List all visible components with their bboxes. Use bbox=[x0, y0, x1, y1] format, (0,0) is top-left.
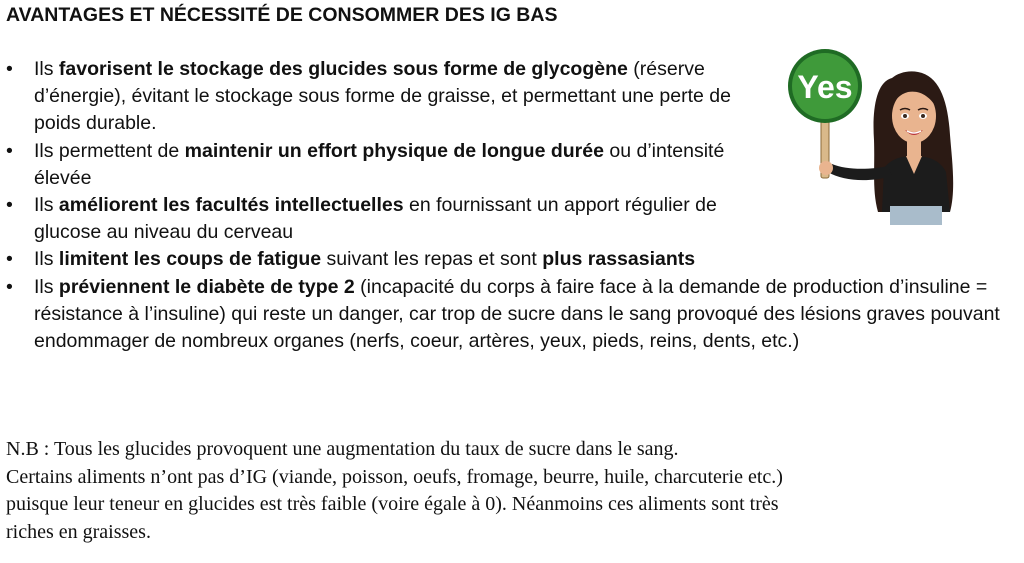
bullet-text: Ils bbox=[34, 58, 59, 80]
list-item bbox=[6, 138, 754, 192]
bullet-bold-text: préviennent le diabète de type 2 bbox=[58, 275, 355, 298]
bullet-text: Ils bbox=[34, 194, 59, 217]
hand bbox=[819, 161, 833, 175]
bullet-bold-text: favorisent le stockage des glucides sous forme de glycogène bbox=[58, 58, 628, 80]
list-item bbox=[6, 246, 834, 273]
bullet-text: (réserve d’énergie), évitant le stockage sous forme de graisse, et permettant une perte de poids durable. bbox=[34, 58, 731, 135]
bullet-dot: • bbox=[6, 58, 13, 80]
bullet-dot: • bbox=[6, 275, 13, 298]
list-item bbox=[6, 192, 744, 246]
bullet-text: suivant les repas et sont bbox=[321, 248, 543, 271]
note-line: puisque leur teneur en glucides est très faible (voire égale à 0). Néanmoins ces aliments sont très bbox=[6, 493, 779, 515]
list-item bbox=[6, 56, 754, 138]
bullet-text: ou d’intensité élevée bbox=[34, 139, 725, 189]
sign-text: Yes bbox=[797, 69, 853, 105]
page-title: AVANTAGES ET NÉCESSITÉ DE CONSOMMER DES IG BAS bbox=[6, 4, 558, 26]
left-pupil bbox=[903, 114, 907, 118]
bullet-text: en fournissant un apport régulier de glucose au niveau du cerveau bbox=[34, 194, 717, 244]
right-pupil bbox=[921, 114, 925, 118]
bullet-text: Ils bbox=[34, 248, 59, 271]
bullet-text: Ils bbox=[34, 275, 59, 298]
avatar-yes-sign-illustration bbox=[780, 40, 960, 225]
bullet-bold-text: limitent les coups de fatigue bbox=[58, 248, 322, 271]
bullet-bold-text: plus rassasiants bbox=[542, 248, 696, 271]
list-item bbox=[6, 274, 1009, 356]
note-line: N.B : Tous les glucides provoquent une augmentation du taux de sucre dans le sang. bbox=[6, 438, 679, 460]
bullet-text: Ils permettent de bbox=[34, 139, 185, 162]
note-line: riches en graisses. bbox=[6, 520, 151, 543]
bullet-text: (incapacité du corps à faire face à la demande de production d’insuline = résistance à l’insuline) qui reste un danger, car trop de sucre dans le sang provoqué des lésions graves pouvant endommager de nombreux organes (nerfs, coeur, artères, yeux, pieds, reins, dents, etc.) bbox=[34, 275, 1000, 353]
bullet-bold-text: maintenir un effort physique de longue durée bbox=[184, 139, 604, 162]
jeans bbox=[890, 206, 942, 225]
bullet-bold-text: améliorent les facultés intellectuelles bbox=[58, 194, 404, 217]
bullet-dot: • bbox=[6, 139, 13, 162]
note-line: Certains aliments n’ont pas d’IG (viande, poisson, oeufs, fromage, beurre, huile, charcuterie etc.) bbox=[6, 465, 783, 488]
bullet-dot: • bbox=[6, 248, 13, 271]
bullet-dot: • bbox=[6, 194, 13, 217]
nb-note bbox=[6, 436, 996, 546]
